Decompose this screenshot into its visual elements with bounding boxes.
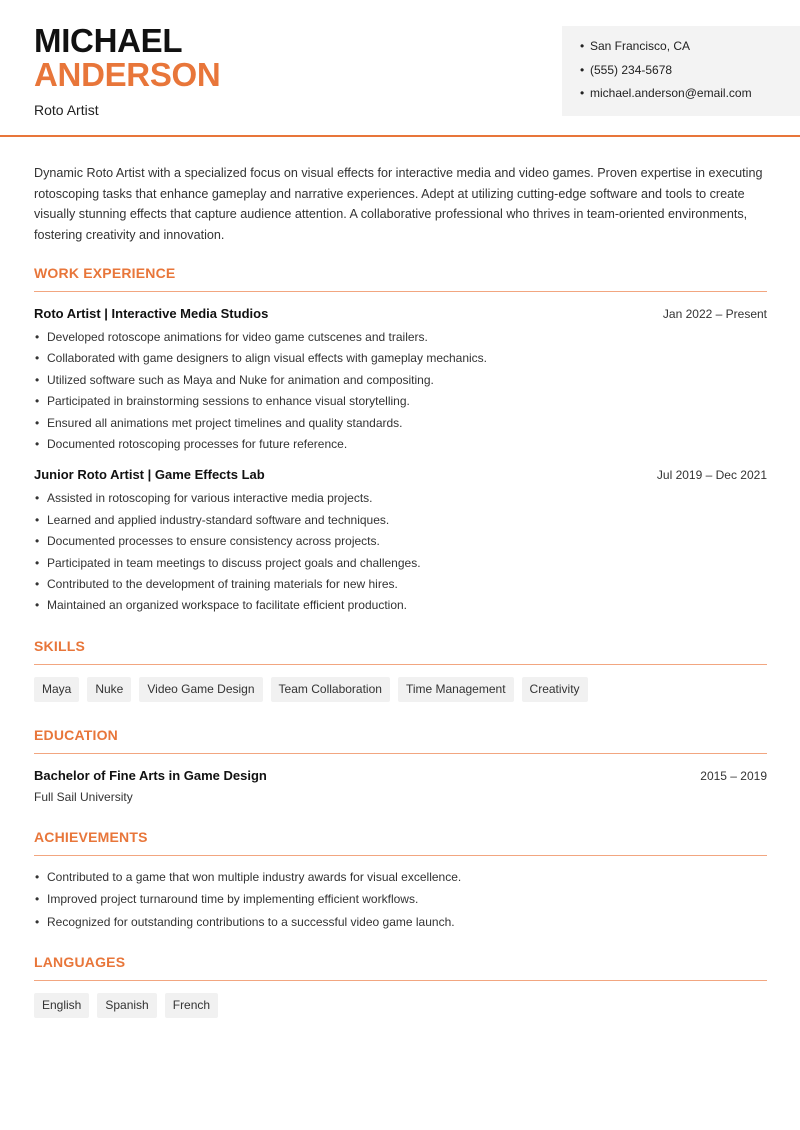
languages-section [34, 954, 767, 1018]
section-title-work: WORK EXPERIENCE [34, 265, 176, 281]
section-divider [34, 664, 767, 665]
section-divider [34, 753, 767, 754]
language-chip: English [34, 993, 89, 1018]
language-chip: French [165, 993, 218, 1018]
list-item: • Recognized for outstanding contributions to a successful video game launch. [34, 911, 767, 934]
list-item: • Assisted in rotoscoping for various interactive media projects. [34, 488, 767, 509]
list-item: • Developed rotoscope animations for video game cutscenes and trailers. [34, 327, 767, 348]
job-dates: Jul 2019 – Dec 2021 [656, 468, 767, 483]
contact-box [562, 26, 800, 116]
job-role: Junior Roto Artist | Game Effects Lab [34, 467, 265, 483]
section-title-languages: LANGUAGES [34, 954, 126, 971]
job-entry [34, 306, 767, 455]
list-item: • Learned and applied industry-standard software and techniques. [34, 510, 767, 531]
edu-degree: Bachelor of Fine Arts in Game Design [34, 767, 267, 783]
contact-email [580, 85, 800, 109]
skill-chip: Maya [34, 677, 79, 702]
section-divider [34, 291, 767, 292]
skill-chip: Time Management [398, 677, 514, 702]
work-experience-section [34, 265, 767, 617]
list-item: • Documented processes to ensure consistency across projects. [34, 531, 767, 552]
edu-dates: 2015 – 2019 [700, 768, 767, 783]
list-item: • Contributed to the development of training materials for new hires. [34, 574, 767, 595]
job-title: Roto Artist [34, 102, 99, 118]
contact-location-text: San Francisco, CA [590, 39, 691, 53]
achievement-bullets [34, 866, 767, 934]
contact-location [580, 38, 800, 62]
job-dates: Jan 2022 – Present [662, 307, 767, 321]
last-name: ANDERSON [34, 56, 221, 93]
education-section [34, 727, 767, 804]
language-chips [34, 993, 767, 1018]
bullet-icon: • [580, 39, 585, 53]
list-item: • Utilized software such as Maya and Nuke for animation and compositing. [34, 370, 767, 391]
job-bullets [34, 488, 767, 616]
skill-chip: Nuke [87, 677, 131, 702]
resume-content [34, 163, 767, 1018]
edu-school: Full Sail University [34, 789, 133, 804]
section-divider [34, 855, 767, 856]
section-title-education: EDUCATION [34, 726, 118, 743]
list-item: • Collaborated with game designers to align visual effects with gameplay mechanics. [34, 348, 767, 369]
skill-chip: Video Game Design [139, 677, 262, 702]
resume-header [0, 0, 800, 137]
contact-email-text: michael.anderson@email.com [590, 86, 752, 100]
section-divider [34, 980, 767, 981]
list-item: • Participated in team meetings to discuss project goals and challenges. [34, 553, 767, 574]
skill-chip: Creativity [522, 677, 588, 702]
skill-chips [34, 677, 767, 702]
skill-chip: Team Collaboration [271, 677, 390, 702]
achievements-section [34, 829, 767, 934]
job-entry [34, 467, 767, 616]
list-item: • Contributed to a game that won multiple industry awards for visual excellence. [34, 866, 767, 889]
bullet-icon: • [580, 86, 585, 100]
job-role: Roto Artist | Interactive Media Studios [34, 306, 269, 321]
professional-summary: Dynamic Roto Artist with a specialized focus on visual effects for interactive media and video games. Proven expertise in executing rotoscoping tasks that enhance gameplay and narrative experiences. Adept at utilizing cutting-edge software and tools to create visually stunning effects that capture audience attention. A collaborative professional who thrives in team-oriented environments, fostering creativity and innovation. [34, 166, 763, 242]
contact-phone [580, 62, 800, 86]
skills-section [34, 638, 767, 702]
list-item: • Participated in brainstorming sessions to enhance visual storytelling. [34, 391, 767, 412]
section-title-achievements: ACHIEVEMENTS [34, 828, 148, 845]
contact-phone-text: (555) 234-5678 [590, 62, 673, 77]
bullet-icon: • [580, 62, 585, 77]
education-entry [34, 768, 767, 804]
list-item: • Ensured all animations met project timelines and quality standards. [34, 413, 767, 434]
list-item: • Documented rotoscoping processes for future reference. [34, 434, 767, 455]
list-item: • Improved project turnaround time by implementing efficient workflows. [34, 888, 767, 911]
language-chip: Spanish [97, 993, 156, 1018]
list-item: • Maintained an organized workspace to facilitate efficient production. [34, 595, 767, 616]
name-block [34, 24, 220, 118]
section-title-skills: SKILLS [34, 637, 85, 654]
job-bullets [34, 327, 767, 455]
first-name: MICHAEL [34, 22, 183, 59]
